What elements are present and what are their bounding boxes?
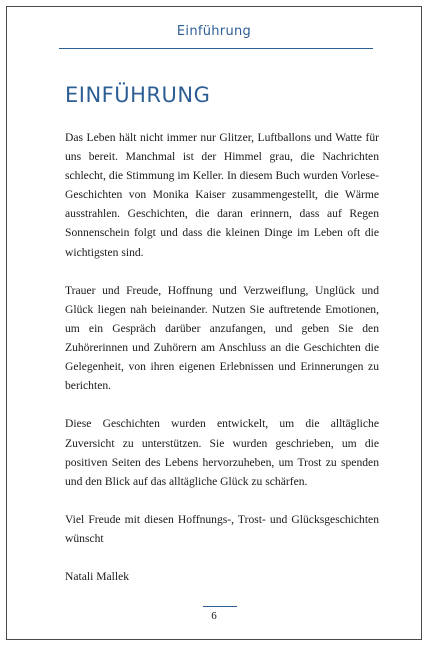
paragraph-closing: Viel Freude mit diesen Hoffnungs-, Trost- und Glücksgeschichten wünscht: [65, 512, 379, 545]
paragraph-intro: Das Leben hält nicht immer nur Glitzer, Luftballons und Watte für uns bereit. Manchmal ist der Himmel grau, die Nachrichten schlecht, die Stimmung im Keller. In diesem Buch wurden Vorlese-Geschichten von Monika Kaiser zusammengestellt, die Wärme ausstrahlen. Geschichten, die daran erinnern, dass auf Regen Sonnenschein folgt und dass die kleinen Dinge im Leben oft die wichtigsten sind.: [65, 131, 379, 259]
header-rule: [59, 48, 373, 49]
body-text: [65, 128, 379, 605]
running-header-title: Einführung: [176, 24, 252, 39]
footer-rule: [203, 606, 237, 607]
page-number: 6: [211, 610, 217, 622]
book-page: [6, 6, 422, 640]
author-signature: Natali Mallek: [65, 570, 130, 584]
chapter-title: EINFÜHRUNG: [65, 83, 211, 107]
paragraph-purpose: Diese Geschichten wurden entwickelt, um die alltägliche Zuversicht zu unterstützen. Sie wurden geschrieben, um die positiven Seiten des Lebens hervorzuheben, um Trost zu spenden und den Blick auf das alltägliche Glück zu schärfen.: [65, 417, 379, 488]
paragraph-emotions: Trauer und Freude, Hoffnung und Verzweiflung, Unglück und Glück liegen nah beieinander. Nutzen Sie auftretende Emotionen, um ein Gespräch darüber anzufangen, und geben Sie den Zuhörerinnen und Zuhörern am Anschluss an die Geschichten die Gelegenheit, von ihren eigenen Erlebnissen und Erinnerungen zu berichten.: [65, 283, 379, 393]
